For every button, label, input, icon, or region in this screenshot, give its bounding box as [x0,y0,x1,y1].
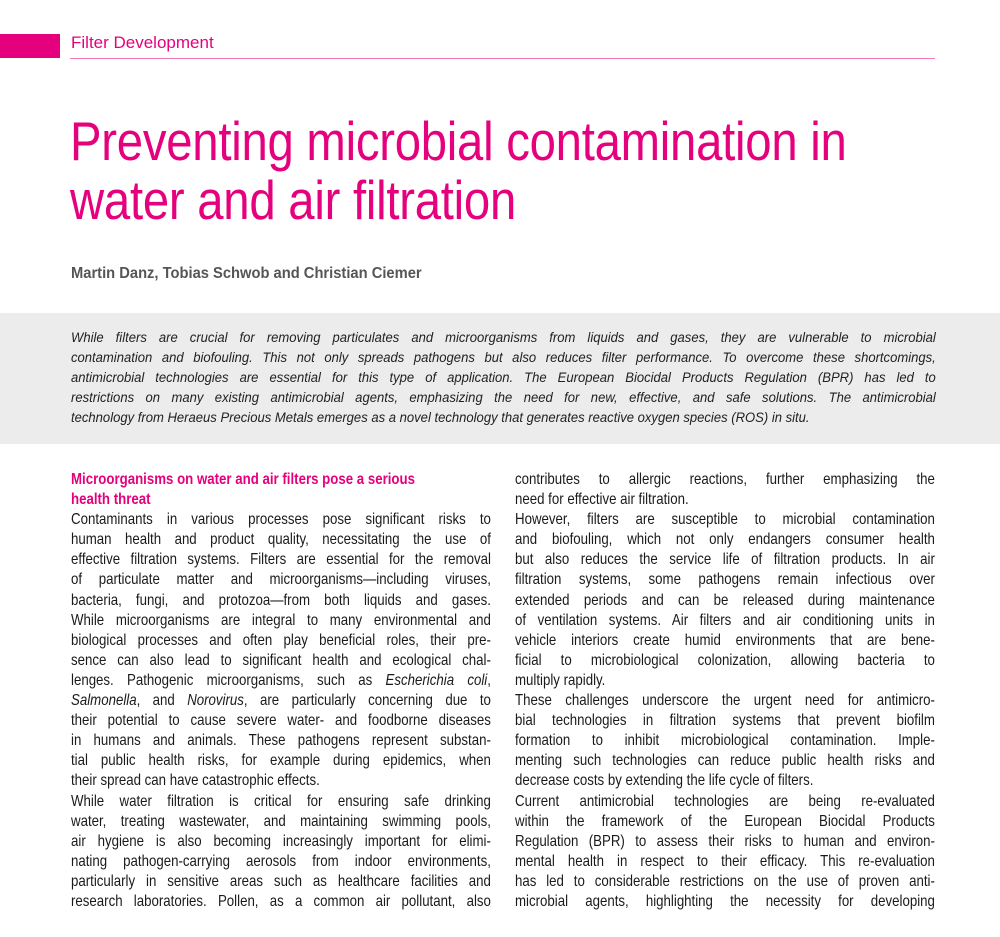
text-line: but also reduces the service life of filtration products. In air [515,551,935,569]
text-line: and biofouling, which not only endangers consumer health [515,531,935,549]
title-line: Preventing microbial contamination in [70,110,847,172]
paragraph [71,510,491,791]
text-line: While water filtration is critical for ensuring safe drinking [71,792,491,810]
authors: Martin Danz, Tobias Schwob and Christian Ciemer [71,265,422,282]
text-line: Current antimicrobial technologies are being re-evaluated [515,792,935,810]
paragraph [71,792,491,913]
paragraph [515,510,935,691]
text-line: tial public health risks, for example during epidemics, when [71,752,491,770]
text-line [71,671,491,691]
title-line: water and air filtration [70,169,517,231]
abstract-box [0,313,1000,444]
paragraph [515,470,935,510]
italic-term: Salmonella [71,692,137,710]
section-label: Filter Development [71,33,214,52]
left-column [71,470,491,912]
abstract-text [71,328,936,428]
text-line: extended periods and can be released during maintenance [515,591,935,609]
text-line: Regulation (BPR) to assess their risks to human and environ- [515,832,935,850]
text-line: within the framework of the European Biocidal Products [515,812,935,830]
text-line: in humans and animals. These pathogens represent substan- [71,732,491,750]
text-line: human health and product quality, necessitating the use of [71,531,491,549]
right-column [515,470,935,912]
text-line: restrictions on many existing antimicrobial agents, emphasizing the need for new, effective, and safe solutions. The antimicrobial [71,390,936,406]
text-line: effective filtration systems. Filters are essential for the removal [71,551,491,569]
text-line: However, filters are susceptible to microbial contamination [515,511,935,529]
text-line: of particulate matter and microorganisms—including viruses, [71,571,491,589]
text-line: formation to inhibit microbiological contamination. Imple- [515,732,935,750]
text-line: biological processes and often play beneficial roles, their pre- [71,631,491,649]
text-line: vehicle interiors create humid environments that are bene- [515,631,935,649]
text-line: nating pathogen-carrying aerosols from indoor environments, [71,852,491,870]
text-line: of ventilation systems. Air filters and air conditioning units in [515,611,935,629]
text-line: mental health in respect to their efficacy. This re-evaluation [515,852,935,870]
text-span: , [487,671,491,689]
text-line: microbial agents, highlighting the necessity for developing [515,892,935,910]
text-line [71,691,491,711]
text-line: multiply rapidly. [515,671,606,689]
section-marker [0,34,60,58]
italic-term: Norovirus [187,692,244,710]
article-title [70,112,847,230]
text-span: , and [136,692,188,710]
text-span: lenges. Pathogenic microorganisms, such as [71,671,386,689]
text-line: antimicrobial technologies are essential for this type of application. The European Biocidal Products Regulation (BPR) has led to [71,370,936,386]
text-line: their potential to cause severe water- and foodborne diseases [71,712,491,730]
text-line: contributes to allergic reactions, further emphasizing the [515,471,935,488]
text-line: While filters are crucial for removing particulates and microorganisms from liquids and gases, they are vulnerable to microbial [71,330,936,346]
text-line: decrease costs by extending the life cycle of filters. [515,772,814,790]
paragraph [515,691,935,791]
text-line: particularly in sensitive areas such as healthcare facilities and [71,872,491,890]
text-line: contamination and biofouling. This not only spreads pathogens but also reduces filter performance. To overcome these shortcomings, [71,350,936,366]
text-line: sence can also lead to significant health and ecological chal- [71,651,491,669]
text-line: has led to considerable restrictions on the use of proven anti- [515,872,935,890]
text-line: technology from Heraeus Precious Metals emerges as a novel technology that generates reactive oxygen species (ROS) in situ. [71,410,810,426]
text-line: need for effective air filtration. [515,491,689,509]
paragraph [515,792,935,913]
text-line: water, treating wastewater, and maintaining swimming pools, [71,812,491,830]
italic-term: Escherichia coli [385,671,488,689]
text-line: bacteria, fungi, and protozoa—from both liquids and gases. [71,591,491,609]
text-line: While microorganisms are integral to many environmental and [71,611,491,629]
section-heading [71,470,491,510]
text-line: menting such technologies can reduce public health risks and [515,752,935,770]
text-line: Contaminants in various processes pose significant risks to [71,511,491,529]
text-line: bial technologies in filtration systems that prevent biofilm [515,712,935,730]
text-line: air hygiene is also becoming increasingly important for elimi- [71,832,491,850]
text-line: health threat [71,491,151,509]
header-rule [70,58,935,59]
text-line: ficial to microbiological colonization, allowing bacteria to [515,651,935,669]
text-line: Microorganisms on water and air filters pose a serious [71,471,415,488]
text-line: These challenges underscore the urgent need for antimicro- [515,692,935,710]
text-line: their spread can have catastrophic effects. [71,772,320,790]
text-line: research laboratories. Pollen, as a common air pollutant, also [71,892,491,910]
text-line: filtration systems, some pathogens remain infectious over [515,571,935,589]
text-span: , are particularly concerning due to [243,692,491,710]
